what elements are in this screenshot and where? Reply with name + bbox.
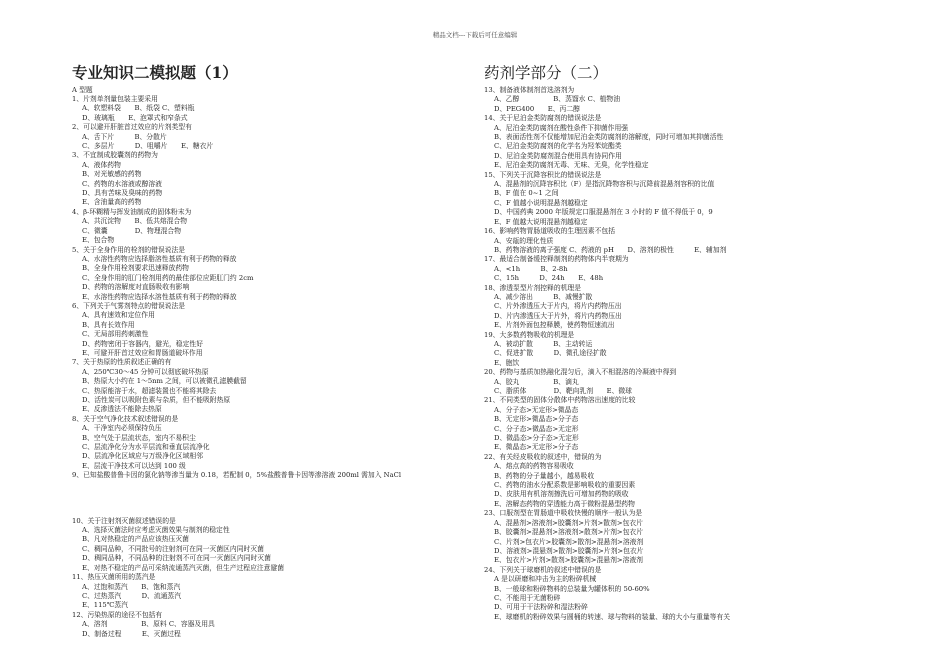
page-header: 精品文档---下载后可任意编辑 <box>432 31 518 39</box>
question-text: 13、制备液体制剂首选溶剂为 <box>484 86 575 94</box>
answer-option: A、胶丸 B、滴丸 <box>494 377 579 386</box>
answer-option: E、包衣片>片剂>散剂>胶囊剂>混悬剂>溶液剂 <box>494 556 643 565</box>
question-block <box>484 368 804 396</box>
answer-option: B、凡对热稳定的产品应该热压灭菌 <box>82 535 189 544</box>
answer-option: C、药物的油水分配系数是影响吸收的重要因素 <box>494 481 636 490</box>
question-text: 12、污染热原的途径不包括有 <box>72 610 163 619</box>
answer-option: E、溶解态药物的穿透能力高于微粉混悬型药物 <box>494 499 635 508</box>
question-block <box>484 171 804 227</box>
question-block <box>484 86 804 114</box>
question-list-1 <box>72 95 427 481</box>
answer-option: C、热原能溶于水，超滤装置也不能将其除去 <box>82 386 217 395</box>
answer-option: D、片内渗透压大于片外，将片内药物压出 <box>494 311 622 320</box>
question-text: 2、可以避开肝脏首过效应的片剂类型有 <box>72 123 192 132</box>
question-block <box>484 284 804 331</box>
answer-option: A、安瓿的理化性质 <box>494 236 554 245</box>
question-text: 21、不同类型的固体分散体中药物溶出速度的比较 <box>484 396 636 405</box>
answer-option: E、胞饮 <box>494 358 520 367</box>
section-label: A 型题 <box>72 86 93 94</box>
answer-option: B、药物的分子量越小，越易吸收 <box>494 471 595 480</box>
question-text: 5、关于全身作用的栓剂的错误说法是 <box>72 245 186 254</box>
question-text: 22、有关经皮吸收的叙述中，错误的为 <box>484 452 602 461</box>
answer-option: D、溶液剂>混悬剂>散剂>胶囊剂>片剂>包衣片 <box>494 546 644 555</box>
answer-option: C、片外渗透压大于片内，将片内药物压出 <box>494 302 622 311</box>
answer-option: C、15h D、24h E、48h <box>494 274 604 283</box>
question-block <box>72 611 427 639</box>
answer-option: A、<1h B、2-8h <box>494 264 568 273</box>
answer-option: D、药物的溶解度对直肠吸收有影响 <box>82 283 190 292</box>
answer-option: A、共沉淀物 B、低共熔混合物 <box>82 217 188 226</box>
answer-option: D、稠同品种，不同品种的注射剂不可在同一灭菌区内同时灭菌 <box>82 554 271 563</box>
answer-option: D、层流净化区域应与万级净化区域相邻 <box>82 452 203 461</box>
question-text: 8、关于空气净化技术叙述错误的是 <box>72 414 179 423</box>
question-block <box>72 246 427 302</box>
answer-option: A、软塑料袋 B、纸袋 C、塑料瓶 <box>82 104 195 113</box>
question-block <box>72 415 427 471</box>
answer-option: A、尼泊金类防腐剂在酸性条件下抑菌作用强 <box>494 123 629 132</box>
answer-option: A、减少溶出 B、减慢扩散 <box>494 292 593 301</box>
question-block <box>72 573 427 611</box>
answer-gap <box>72 481 427 517</box>
answer-option: B、胶囊剂>混悬剂>溶液剂>散剂>片剂>包衣片 <box>494 528 644 537</box>
question-text: 6、下列关于气雾剂特点的错误说法是 <box>72 301 186 310</box>
answer-option: D、制备过程 E、灭菌过程 <box>82 629 181 638</box>
question-block <box>484 509 804 565</box>
question-block <box>72 208 427 246</box>
question-text: 14、关于尼泊金类防腐剂的错误说法是 <box>484 114 602 123</box>
question-text: 19、大多数药物吸收的机理是 <box>484 330 575 339</box>
question-block <box>72 471 427 480</box>
question-list-2 <box>72 517 427 639</box>
answer-option: A、熔点高的药物容易吸收 <box>494 462 574 471</box>
question-text: 3、不宜制成胶囊剂的药物为 <box>72 151 158 160</box>
question-block <box>484 396 804 452</box>
answer-option: D、具有苦味及臭味的药物 <box>82 189 163 198</box>
answer-option: E、层流干净技术可以达到 100 级 <box>82 461 186 470</box>
answer-option: D、皮肤用有机溶剂擦洗后可增加药物的吸收 <box>494 490 629 499</box>
answer-option: C、全身作用的肛门栓剂用药的最佳部位应距肛门约 2cm <box>82 273 254 282</box>
answer-option: B、对光敏感的药物 <box>82 170 142 179</box>
question-list-right <box>484 86 804 622</box>
answer-option: E、微晶态>无定形>分子态 <box>494 443 579 452</box>
answer-option: A、具有速效和定位作用 <box>82 311 155 320</box>
question-block <box>72 358 427 414</box>
question-text: 16、影响药物胃肠道吸收的生理因素不包括 <box>484 227 615 236</box>
question-block <box>72 151 427 207</box>
answer-option: E、含油量高的药物 <box>82 198 142 207</box>
answer-option: C、片剂>包衣片>胶囊剂>散剂>混悬剂>溶液剂 <box>494 537 644 546</box>
answer-option: E、水溶性药物应选择水溶性基质有利于药物的释放 <box>82 292 237 301</box>
answer-option: D、药物密闭于容器内，避光，稳定性好 <box>82 339 203 348</box>
answer-option: C、微囊 D、物理混合物 <box>82 226 182 235</box>
answer-option: A、混悬剂的沉降容积比（F）是指沉降物容积与沉降前混悬剂容积的比值 <box>494 180 715 189</box>
answer-option: C、稠同品种，不同批号的注射剂可在同一灭菌区内同时灭菌 <box>82 544 264 553</box>
answer-option: C、过热蒸汽 D、流通蒸汽 <box>82 591 182 600</box>
question-block <box>72 517 427 573</box>
question-block <box>72 123 427 151</box>
question-text: 15、下列关于沉降容积比的错误说法是 <box>484 170 602 179</box>
question-block <box>484 331 804 369</box>
answer-option: E、反渗透法不能除去热原 <box>82 405 162 414</box>
answer-option: C、脂质体 D、靶向乳剂 E、微球 <box>494 387 632 395</box>
answer-option: D、中国药典 2000 年版规定口服混悬剂在 3 小时的 F 值不得低于 0，9 <box>494 208 713 217</box>
answer-option: D、活性炭可以吸附色素与杂质，但不能吸附热原 <box>82 396 231 404</box>
answer-option: C、无局部用药刺激性 <box>82 330 149 339</box>
question-text: 7、关于热原的性质叙述正确的有 <box>72 358 172 367</box>
answer-option: B、空气处于层流状态，室内不易积尘 <box>82 433 196 442</box>
answer-option: C、F 值越小说明混悬剂越稳定 <box>494 198 588 207</box>
question-text: 9、已知盐酸普鲁卡因的氯化钠等渗当量为 0.18，若配制 0，5%盐酸普鲁卡因等渗溶液 200ml 需加入 NaCl <box>72 471 402 480</box>
answer-option: C、分子态>微晶态>无定形 <box>494 424 579 433</box>
question-text: 10、关于注射剂灭菌叙述错误的是 <box>72 516 176 525</box>
answer-option: B、药物溶液的离子强度 C、药液的 pH D、溶剂的极性 E、辅加剂 <box>494 245 727 254</box>
answer-option: D、玻璃瓶 E、泡罩式和窄条式 <box>82 113 188 122</box>
answer-option: E、可避开肝首过效应和胃肠道破坏作用 <box>82 348 203 357</box>
answer-option: B、无定形>微晶态>分子态 <box>494 415 579 424</box>
answer-option: A、溶剂 B、原料 C、容器及用具 <box>82 620 215 629</box>
answer-option: D、PEG400 E、丙二醇 <box>494 104 580 113</box>
answer-option: E、F 值越大说明混悬剂越稳定 <box>494 217 588 226</box>
answer-option: B、热原大小约在 1～5nm 之间，可以被微孔滤膜截留 <box>82 377 247 386</box>
question-block <box>484 255 804 283</box>
left-column <box>72 63 427 639</box>
question-block <box>484 227 804 255</box>
answer-option: D、可用于干法粉碎和湿法粉碎 <box>494 603 588 612</box>
left-title: 专业知识二模拟题（1） <box>72 63 238 82</box>
right-title: 药剂学部分（二） <box>484 64 609 82</box>
answer-option: C、多层片 D、咀嚼片 E、糖衣片 <box>82 142 214 151</box>
question-block <box>484 566 804 622</box>
answer-option: E、对热不稳定的产品可采纳流通蒸汽灭菌，但生产过程应注意避菌 <box>82 563 285 572</box>
question-text: 24、下列关于球磨机的叙述中错误的是 <box>484 565 602 574</box>
question-text: 20、药物与基质加热融化混匀后，滴入不相混溶的冷凝液中得到 <box>484 368 677 377</box>
answer-option: A、分子态>无定形>微晶态 <box>494 405 579 414</box>
answer-option: A、乙醇 B、蒸馏水 C、植物油 <box>494 95 621 104</box>
answer-option: C、层流净化分为水平层流和垂直层流净化 <box>82 443 210 452</box>
answer-option: C、不能用于无菌粉碎 <box>494 593 561 602</box>
answer-option: A、水溶性药物应选择脂溶性基质有利于药物的释放 <box>82 254 237 263</box>
question-block <box>484 453 804 509</box>
answer-option: A 是以研磨和冲击为主的粉碎机械 <box>494 575 597 584</box>
right-column <box>484 63 804 622</box>
answer-option: E、片剂外面包控释膜，使药物恒速流出 <box>494 321 615 330</box>
question-text: 11、热压灭菌所用的蒸汽是 <box>72 573 156 582</box>
answer-option: E、尼泊金类防腐剂无毒、无味、无臭，化学性稳定 <box>494 161 649 170</box>
answer-option: A、舌下片 B、分散片 <box>82 132 167 141</box>
answer-option: E、115℃蒸汽 <box>82 601 128 610</box>
answer-option: A、液体药物 <box>82 160 121 169</box>
answer-option: A、混悬剂>溶液剂>胶囊剂>片剂>散剂>包衣片 <box>494 518 643 527</box>
answer-option: D、微晶态>分子态>无定形 <box>494 434 579 443</box>
answer-option: C、药物的水溶液或醇溶液 <box>82 179 162 188</box>
answer-option: E、包合物 <box>82 236 115 245</box>
question-text: 23、口服剂型在胃肠道中吸收快慢的顺序一般认为是 <box>484 509 643 518</box>
answer-option: A、干净室内必须保持负压 <box>82 424 162 433</box>
answer-option: B、表面活性剂不仅能增加尼泊金类防腐剂的溶解度，同时可增加其抑菌活性 <box>494 133 724 142</box>
question-block <box>484 114 804 170</box>
answer-option: B、一般球和粉碎物料的总装量为罐体积的 50-60% <box>494 584 650 593</box>
answer-option: A、选择灭菌法时应考虑灭菌效果与制剂的稳定性 <box>82 526 230 535</box>
answer-option: A、250℃30～45 分钟可以彻底破坏热原 <box>82 367 209 376</box>
question-block <box>72 302 427 358</box>
question-text: 1、片剂单剂量包装主要采用 <box>72 95 158 103</box>
answer-option: E、球磨机的粉碎效果与圆桶的转速、球与物料的装量、球的大小与重量等有关 <box>494 612 731 621</box>
question-text: 4、β-环糊精与挥发油制成的固体粉末为 <box>72 207 192 216</box>
answer-option: A、被动扩散 B、主动转运 <box>494 339 593 348</box>
question-text: 18、渗透泵型片剂控释的机理是 <box>484 283 582 292</box>
question-text: 17、最适合制备缓控释制剂的药物体内半衰期为 <box>484 255 629 264</box>
answer-option: B、F 值在 0~1 之间 <box>494 189 559 198</box>
answer-option: B、具有长效作用 <box>82 320 135 329</box>
question-block <box>72 95 427 123</box>
answer-option: C、促进扩散 D、微孔途径扩散 <box>494 349 607 358</box>
answer-option: A、过饱和蒸汽 B、饱和蒸汽 <box>82 582 181 591</box>
answer-option: C、尼泊金类防腐剂的化学名为羟苯烷酯类 <box>494 142 622 151</box>
answer-option: D、尼泊金类防腐剂混合使用具有协同作用 <box>494 151 622 160</box>
answer-option: B、全身作用栓剂要求迅速释放药物 <box>82 264 189 273</box>
